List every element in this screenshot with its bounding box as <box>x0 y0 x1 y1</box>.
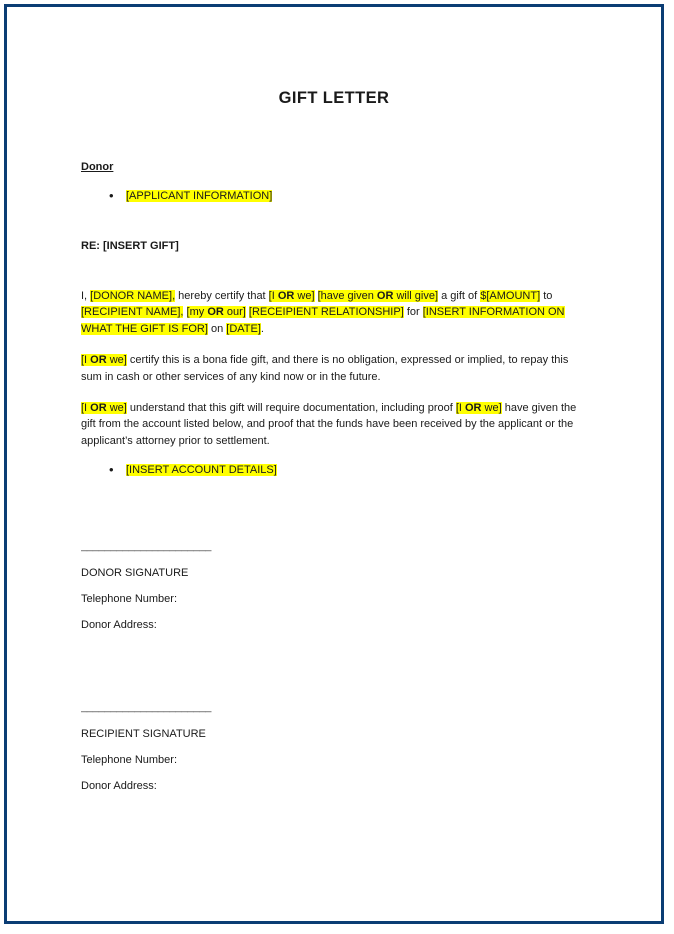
recipient-relationship-placeholder: [RECEIPIENT RELATIONSHIP] <box>248 306 404 319</box>
i-or-we-placeholder-3 <box>81 402 127 414</box>
p1-or-1: OR <box>277 290 295 302</box>
list-item <box>81 463 587 478</box>
gift-purpose-placeholder: [INSERT INFORMATION ON WHAT THE GIFT IS FOR] <box>81 306 565 335</box>
p1-text-6: on <box>207 322 227 335</box>
recipient-signature-block <box>81 633 587 794</box>
donor-telephone-label: Telephone Number: <box>81 593 178 606</box>
page-title: GIFT LETTER <box>278 89 390 107</box>
document-page <box>4 4 664 924</box>
p1-will-give: will give] <box>393 290 439 302</box>
i-or-we-placeholder-4 <box>456 402 502 414</box>
date-placeholder: [DATE] <box>226 322 261 335</box>
re-line: RE: [INSERT GIFT] <box>81 240 179 252</box>
p2-i: [I <box>81 354 91 367</box>
document-body <box>7 7 661 921</box>
applicant-information-list <box>81 173 587 204</box>
donor-signature-label: DONOR SIGNATURE <box>81 567 189 580</box>
my-or-our-placeholder <box>187 306 246 318</box>
account-details-placeholder: [INSERT ACCOUNT DETAILS] <box>126 464 277 477</box>
donor-signature-line: ______________________ <box>81 540 212 553</box>
p1-we: we] <box>294 290 315 302</box>
account-details-list <box>81 449 587 478</box>
amount-placeholder: $[AMOUNT] <box>480 290 541 302</box>
p3-i-2: [I <box>455 402 465 415</box>
p1-text-2: hereby certify that <box>175 290 269 302</box>
p1-or-3: OR <box>207 306 224 319</box>
recipient-name-placeholder: [RECIPIENT NAME], <box>81 306 184 319</box>
p3-we-1: we] <box>106 402 127 415</box>
have-given-or-will-give-placeholder <box>318 290 438 302</box>
donor-address-label: Donor Address: <box>81 619 157 632</box>
donor-name-placeholder: [DONOR NAME], <box>90 290 176 302</box>
donor-section-heading: Donor <box>81 161 114 173</box>
p3-text-2: have given the gift from the account listed below, and proof that the funds have been received by the applicant or the applicant’s attorney prior to settlement. <box>81 402 577 447</box>
p3-we-2: we] <box>481 402 502 415</box>
recipient-signature-line: ______________________ <box>81 701 212 714</box>
p1-our: our] <box>223 306 246 319</box>
i-or-we-placeholder-2 <box>81 354 127 366</box>
recipient-address-label: Donor Address: <box>81 780 157 793</box>
certification-paragraph <box>81 252 587 337</box>
p3-text-1: understand that this gift will require documentation, including proof <box>126 402 456 415</box>
recipient-telephone-label: Telephone Number: <box>81 754 178 767</box>
p2-text: certify this is a bona fide gift, and there is no obligation, expressed or implied, to repay this sum in cash or other services of any kind now or in the future. <box>81 354 569 383</box>
p1-text-3: a gift of <box>438 290 481 302</box>
list-item <box>81 189 587 204</box>
i-or-we-placeholder-1 <box>269 290 315 302</box>
recipient-signature-label: RECIPIENT SIGNATURE <box>81 728 206 741</box>
p1-text-1: I, <box>81 290 91 302</box>
p1-text-5: for <box>403 306 423 319</box>
p3-or-2: OR <box>465 402 482 415</box>
p1-have-given: [have given <box>317 290 377 302</box>
p1-period: . <box>260 322 264 335</box>
documentation-paragraph <box>81 385 587 449</box>
p1-text-4: to <box>540 290 553 302</box>
p2-we: we] <box>106 354 127 367</box>
donor-signature-block <box>81 478 587 633</box>
p1-i: [I <box>268 290 278 302</box>
p2-or: OR <box>90 354 107 367</box>
p3-i-1: [I <box>81 402 91 415</box>
p3-or-1: OR <box>90 402 107 415</box>
applicant-information-placeholder: [APPLICANT INFORMATION] <box>126 190 273 202</box>
p1-or-2: OR <box>376 290 394 302</box>
p1-my: [my <box>186 306 208 319</box>
bona-fide-gift-paragraph <box>81 337 587 385</box>
